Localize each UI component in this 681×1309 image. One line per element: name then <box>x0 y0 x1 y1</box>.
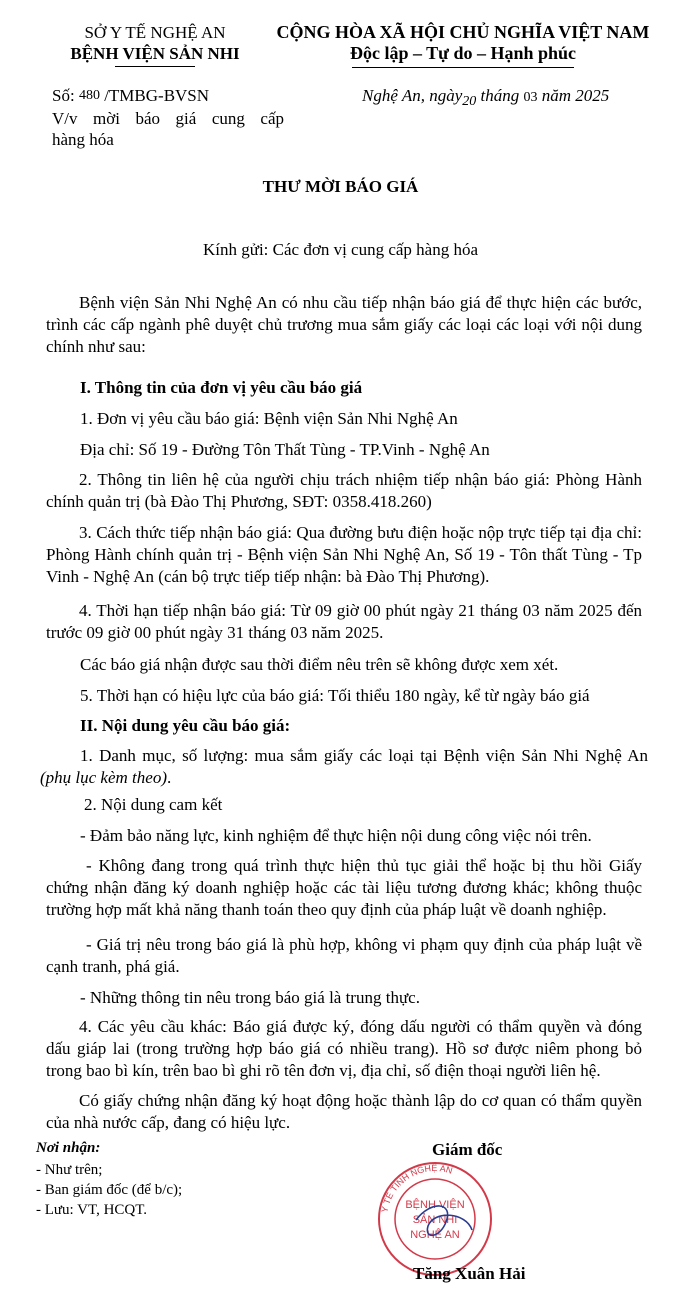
section-1-item-5: 5. Thời hạn có hiệu lực của báo giá: Tối thiểu 180 ngày, kể từ ngày báo giá <box>80 686 590 705</box>
section-1-item-2 <box>46 469 642 513</box>
issuer-hospital: BỆNH VIỆN SẢN NHI <box>70 44 240 63</box>
section-2-item-1-text <box>40 745 648 789</box>
document-title: THƯ MỜI BÁO GIÁ <box>262 177 419 196</box>
national-name: CỘNG HÒA XÃ HỘI CHỦ NGHĨA VIỆT NAM <box>276 22 650 42</box>
subject-line-1: V/v mời báo giá cung cấp <box>52 109 284 128</box>
recipient-2: - Ban giám đốc (để b/c); <box>36 1182 183 1198</box>
number-suffix: /TMBG-BVSN <box>104 86 210 105</box>
section-2-heading: II. Nội dung yêu cầu báo giá: <box>80 716 291 735</box>
section-1-item-1: 1. Đơn vị yêu cầu báo giá: Bệnh viện Sản Nhi Nghệ An <box>80 409 458 428</box>
signatory-name: Tăng Xuân Hải <box>413 1264 526 1283</box>
section-1-item-4 <box>46 600 642 644</box>
intro-paragraph <box>46 292 642 358</box>
section-2-item-4 <box>46 1016 642 1082</box>
issuer-department: SỞ Y TẾ NGHỆ AN <box>84 23 226 42</box>
commitment-3 <box>46 934 642 978</box>
commitment-2-text: - Không đang trong quá trình thực hiện thủ tục giải thể hoặc bị thu hồi Giấy chứng nhận đăng ký doanh nghiệp hoặc các tài liệu tương đương khác; không thuộc trường hợp mất khả năng thanh toán theo quy định của pháp luật về doanh nghiệp. <box>46 856 642 919</box>
intro-text: Bệnh viện Sản Nhi Nghệ An có nhu cầu tiếp nhận báo giá để thực hiện các bước, trình các cấp ngành phê duyệt chủ trương mua sắm giấy các loại các loại với nội dung chính như sau: <box>46 293 642 356</box>
document-date <box>362 86 610 109</box>
number-value: 480 <box>78 88 100 103</box>
number-label: Số: <box>52 86 75 105</box>
national-motto: Độc lập – Tự do – Hạnh phúc <box>349 43 577 63</box>
document-number <box>52 86 209 106</box>
section-1-heading: I. Thông tin của đơn vị yêu cầu báo giá <box>80 378 363 397</box>
section-2-item-5 <box>46 1090 642 1134</box>
recipients-heading: Nơi nhận: <box>36 1140 101 1156</box>
section-2-item-1-italic: (phụ lục kèm theo) <box>40 768 167 787</box>
section-2-item-5-text: Có giấy chứng nhận đăng ký hoạt động hoặc thành lập do cơ quan có thẩm quyền của nhà nước cấp, đang có hiệu lực. <box>46 1091 642 1132</box>
issuer-underline <box>115 66 195 67</box>
document-subject <box>52 108 284 150</box>
section-2-item-4-text: 4. Các yêu cầu khác: Báo giá được ký, đóng dấu người có thẩm quyền và đóng dấu giáp lai (trong trường hợp báo giá có nhiều trang). Hồ sơ được niêm phong bỏ trong bao bì kín, trên bao bì ghi rõ tên đơn vị, địa chỉ, số điện thoại người liên hệ. <box>46 1017 642 1080</box>
salutation: Kính gửi: Các đơn vị cung cấp hàng hóa <box>202 240 479 259</box>
stamp-text-1: BỆNH VIỆN <box>405 1199 465 1211</box>
commitment-1: - Đảm bảo năng lực, kinh nghiệm để thực hiện nội dung công việc nói trên. <box>80 826 592 845</box>
date-month: 03 <box>523 90 538 105</box>
section-2-item-1 <box>40 745 648 789</box>
commitment-3-text: - Giá trị nêu trong báo giá là phù hợp, không vi phạm quy định của pháp luật về cạnh tranh, phá giá. <box>46 935 642 976</box>
section-2-item-1-end: . <box>166 768 172 787</box>
section-1-item-4-text: 4. Thời hạn tiếp nhận báo giá: Từ 09 giờ 00 phút ngày 21 tháng 03 năm 2025 đến trước 09 giờ 00 phút ngày 31 tháng 03 năm 2025. <box>46 601 642 642</box>
section-1-item-3 <box>46 522 642 588</box>
section-2-item-1-main: 1. Danh mục, số lượng: mua sắm giấy các loại tại Bệnh viện Sản Nhi Nghệ An <box>80 746 648 765</box>
date-year: năm 2025 <box>541 86 610 105</box>
date-day: 20 <box>462 94 477 109</box>
section-2-item-2: 2. Nội dung cam kết <box>84 795 223 814</box>
motto-underline <box>352 67 574 68</box>
section-1-item-2-text: 2. Thông tin liên hệ của người chịu trách nhiệm tiếp nhận báo giá: Phòng Hành chính quản trị (bà Đào Thị Phương, SĐT: 0358.418.260) <box>46 470 642 511</box>
national-motto-block <box>268 22 658 64</box>
commitment-2 <box>46 855 642 921</box>
section-1-item-4-note: Các báo giá nhận được sau thời điểm nêu trên sẽ không được xem xét. <box>80 655 559 674</box>
date-month-label: tháng <box>480 86 520 105</box>
date-prefix: Nghệ An, ngày <box>362 86 463 105</box>
stamp-ring-text: Y TẾ TỈNH NGHỆ AN <box>379 1162 454 1214</box>
stamp-text-2: SẢN NHI <box>412 1214 458 1226</box>
issuer-block <box>40 22 270 64</box>
section-1-address: Địa chỉ: Số 19 - Đường Tôn Thất Tùng - TP.Vinh - Nghệ An <box>80 440 490 459</box>
recipient-1: - Như trên; <box>36 1162 103 1178</box>
recipient-3: - Lưu: VT, HCQT. <box>36 1202 148 1218</box>
section-1-item-3-text: 3. Cách thức tiếp nhận báo giá: Qua đường bưu điện hoặc nộp trực tiếp tại địa chỉ: Phòng Hành chính quản trị - Bệnh viện Sản Nhi Nghệ An, Số 19 - Tôn thất Tùng - Tp Vinh - Nghệ An (cán bộ trực tiếp tiếp nhận: bà Đào Thị Phương). <box>46 523 642 586</box>
subject-line-2: hàng hóa <box>52 130 114 149</box>
signature-title: Giám đốc <box>432 1140 503 1159</box>
official-stamp <box>376 1160 494 1278</box>
stamp-text-3: NGHỆ AN <box>410 1229 460 1241</box>
commitment-4: - Những thông tin nêu trong báo giá là trung thực. <box>80 988 420 1007</box>
